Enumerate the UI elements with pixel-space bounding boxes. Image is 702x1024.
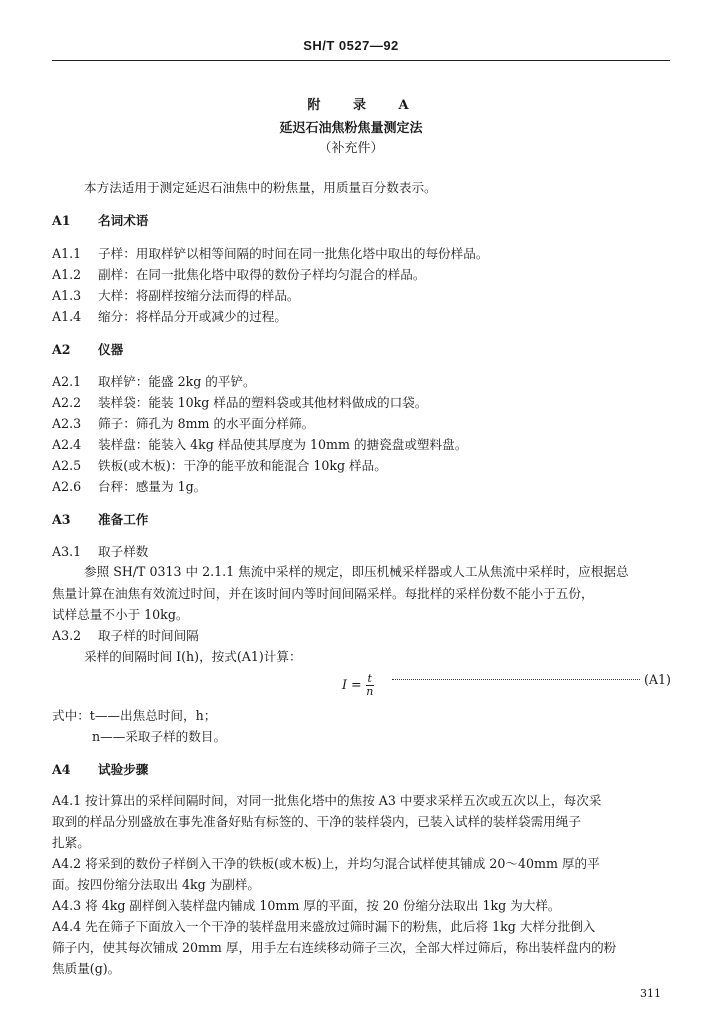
a4-1-line-1: A4.1 按计算出的采样间隔时间，对同一批焦化塔中的焦按 A3 中要求采样五次或五次以上，每次采 (52, 793, 602, 808)
a2-6-item: A2.6 台秤：感量为 1g。 (52, 479, 207, 494)
a1-2-item: A1.2 副样：在同一批焦化塔中取得的数份子样均匀混合的样品。 (52, 267, 426, 282)
standard-header: SH/T 0527—92 (303, 38, 399, 53)
formula-a1: I = $\frac{t}{n}$ (342, 672, 374, 698)
a2-2-item: A2.2 装样袋：能装 10kg 样品的塑料袋或其他材料做成的口袋。 (52, 395, 428, 410)
a3-1-paragraph-line-1: 参照 SH/T 0313 中 2.1.1 焦流中采样的规定，即压机械采样器或人工从焦流中采样时，应根据总 (84, 564, 629, 579)
a4-2-line-1: A4.2 将采到的数份子样倒入干净的铁板(或木板)上，并均匀混合试样使其铺成 20～40mm 厚的平 (52, 856, 600, 871)
a4-4-line-2: 筛子内，使其每次铺成 20mm 厚，用手左右连续移动筛子三次，全部大样过筛后，称出装样盘内的粉 (52, 940, 617, 955)
a4-1-line-2: 取到的样品分别盛放在事先准备好贴有标签的、干净的装样袋内，已装入试样的装样袋需用绳子 (52, 814, 581, 829)
appendix-label: 附 录 A (307, 98, 423, 113)
a4-1-line-3: 扎紧。 (52, 835, 90, 850)
a2-1-item: A2.1 取样铲：能盛 2kg 的平铲。 (52, 374, 256, 389)
a3-1-paragraph-line-2: 焦量计算在油焦有效流过时间，并在该时间内等时间间隔采样。每批样的采样份数不能小于五份， (52, 586, 594, 601)
section-a3-heading: A3 准备工作 (52, 512, 149, 527)
header-rule (52, 60, 670, 61)
where-n-line: n——采取子样的数目。 (92, 729, 227, 744)
formula-leader-dots (392, 679, 640, 680)
a3-1-heading: A3.1 取子样数 (52, 544, 149, 559)
a4-3-line-1: A4.3 将 4kg 副样倒入装样盘内铺成 10mm 厚的平面，按 20 份缩分法取出 1kg 为大样。 (52, 898, 561, 913)
section-a2-heading: A2 仪器 (52, 342, 124, 357)
a1-1-item: A1.1 子样：用取样铲以相等间隔的时间在同一批焦化塔中取出的每份样品。 (52, 246, 489, 261)
appendix-title: 延迟石油焦粉焦量测定法 (279, 121, 423, 136)
a4-4-line-3: 焦质量(g)。 (52, 961, 121, 976)
page-number: 311 (640, 987, 661, 1000)
a2-5-item: A2.5 铁板(或木板)：干净的能平放和能混合 10kg 样品。 (52, 458, 387, 473)
a2-4-item: A2.4 装样盘：能装入 4kg 样品使其厚度为 10mm 的搪瓷盘或塑料盘。 (52, 437, 468, 452)
a4-4-line-1: A4.4 先在筛子下面放入一个干净的装样盘用来盛放过筛时漏下的粉焦，此后将 1kg 大样分批倒入 (52, 919, 596, 934)
a3-2-text: 采样的间隔时间 I(h)，按式(A1)计算： (84, 649, 302, 664)
a1-3-item: A1.3 大样：将副样按缩分法而得的样品。 (52, 288, 300, 303)
section-a4-heading: A4 试验步骤 (52, 762, 149, 777)
a1-4-item: A1.4 缩分：将样品分开或减少的过程。 (52, 309, 287, 324)
a3-1-paragraph-line-3: 试样总量不小于 10kg。 (52, 607, 189, 622)
a2-3-item: A2.3 筛子：筛孔为 8mm 的水平面分样筛。 (52, 416, 315, 431)
section-a1-heading: A1 名词术语 (52, 213, 149, 228)
appendix-subtitle: （补充件） (318, 141, 384, 156)
formula-label: (A1) (644, 672, 671, 687)
where-t-line: 式中：t——出焦总时间，h； (52, 708, 217, 723)
a4-2-line-2: 面。按四份缩分法取出 4kg 为副样。 (52, 877, 261, 892)
formula-fraction: $\frac{t}{n}$ (366, 672, 374, 698)
a3-2-heading: A3.2 取子样的时间间隔 (52, 628, 199, 643)
intro-paragraph: 本方法适用于测定延迟石油焦中的粉焦量，用质量百分数表示。 (84, 180, 437, 195)
